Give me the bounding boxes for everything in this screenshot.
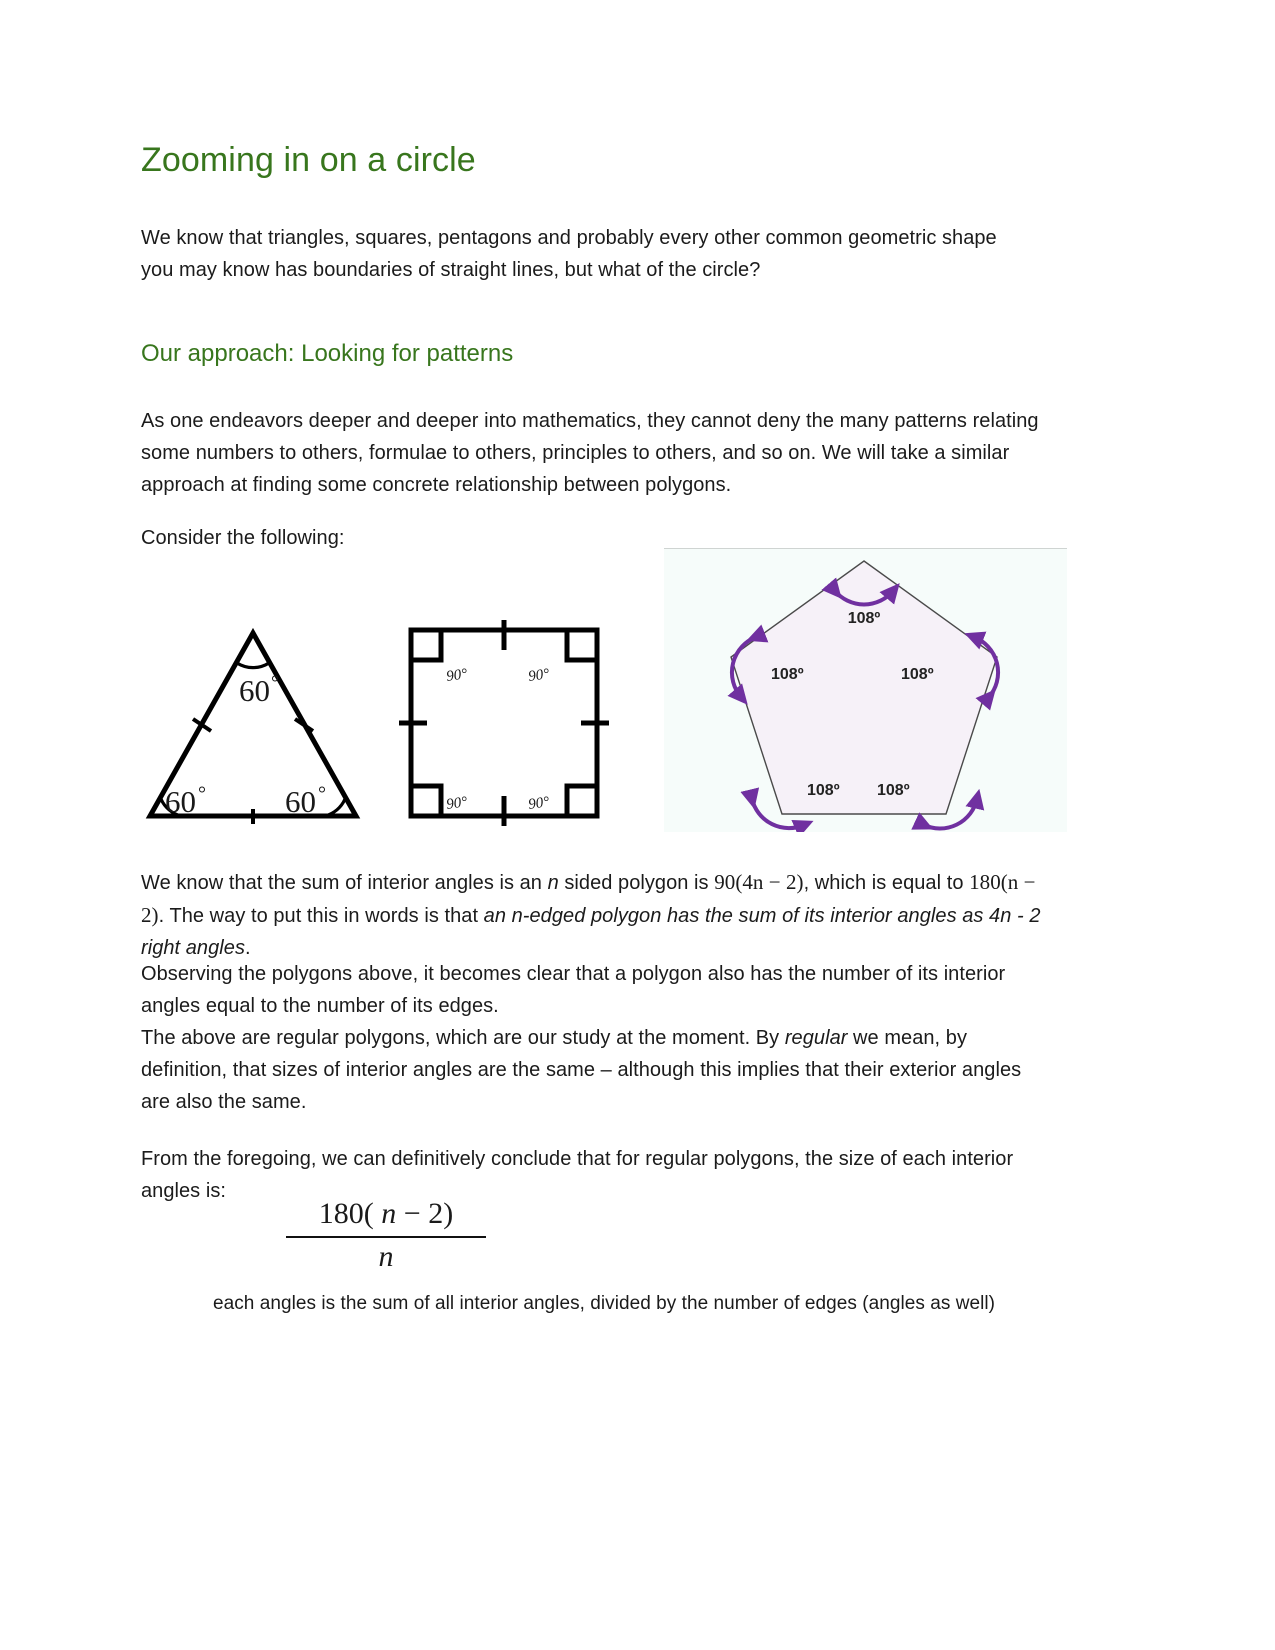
square-angle-label-tr: 90° [527,666,551,685]
sum-text-part5: . [245,937,251,959]
square-angle-label-br: 90° [527,794,551,813]
numerator-suffix: − 2) [396,1197,454,1230]
pentagon-svg [664,549,1066,832]
consider-paragraph: Consider the following: [141,527,345,549]
pentagon-angle-label-upper-left: 108º [771,666,804,683]
sum-text-part3: , which is equal to [803,872,970,894]
sum-of-angles-paragraph [141,866,1053,964]
pentagon-angle-label-lower-right: 108º [877,782,910,799]
figure-square [399,618,609,828]
intro-paragraph: We know that triangles, squares, pentagons and probably every other common geometric shape you may know has boundaries of straight lines, but what of the circle? [141,227,997,281]
formula-90-4n-2: 90(4n − 2) [714,870,804,894]
numerator-prefix: 180( [318,1197,382,1230]
triangle-angle-label-right: 60 [285,784,316,819]
regular-polygons-paragraph [141,1022,1046,1118]
square-angle-label-tl: 90° [445,666,469,685]
regular-emphasis: regular [784,1027,848,1049]
sum-text-part1: We know that the sum of interior angles is an [141,872,548,894]
figure-regular-pentagon [664,548,1067,832]
svg-text:°: ° [318,783,326,805]
pentagon-angle-label-upper-right: 108º [901,666,934,683]
section-heading-approach: Our approach: Looking for patterns [141,340,514,367]
svg-text:°: ° [198,783,206,805]
regular-text-part1: The above are regular polygons, which are our study at the moment. By [141,1027,785,1049]
formula-caption: each angles is the sum of all interior angles, divided by the number of edges (angles as well) [213,1293,996,1314]
observe-paragraph: Observing the polygons above, it becomes clear that a polygon also has the number of its interior angles equal to the number of its edges. [141,963,1006,1017]
triangle-svg [141,623,366,828]
regular-text-part2: we mean, by definition, that sizes of interior angles are the same – although this implies that their exterior angles are also the same. [141,1027,1022,1113]
pentagon-angle-label-lower-left: 108º [807,782,840,799]
pentagon-angle-label-top: 108º [847,610,881,627]
sum-emphasis: an n-edged polygon has the sum of its interior angles as 4n - 2 right angles [141,905,1041,959]
polygon-figures-row [141,548,1071,838]
page-title: Zooming in on a circle [141,141,476,179]
formula-denominator: n [378,1240,394,1273]
figure-equilateral-triangle [141,623,366,828]
square-svg [399,618,609,828]
sum-text-part4: . The way to put this in words is that [158,905,484,927]
interior-angle-formula [286,1196,486,1276]
triangle-angle-label-top: 60 [239,673,270,708]
approach-paragraph: As one endeavors deeper and deeper into mathematics, they cannot deny the many patterns relating some numbers to others, formulae to others, principles to others, and so on. We will take a similar approach at finding some concrete relationship between polygons. [141,410,1039,496]
square-angle-label-bl: 90° [445,794,469,813]
sum-n-italic: n [547,872,559,894]
formula-180-n-2: 180(n − 2) [141,870,1036,927]
sum-text-part2: sided polygon is [558,872,715,894]
conclusion-paragraph: From the foregoing, we can definitively conclude that for regular polygons, the size of each interior angles is: [141,1148,1014,1202]
triangle-angle-label-left: 60 [165,784,196,819]
formula-numerator [286,1196,486,1238]
numerator-variable: n [381,1197,397,1230]
svg-text:°: ° [271,672,279,694]
